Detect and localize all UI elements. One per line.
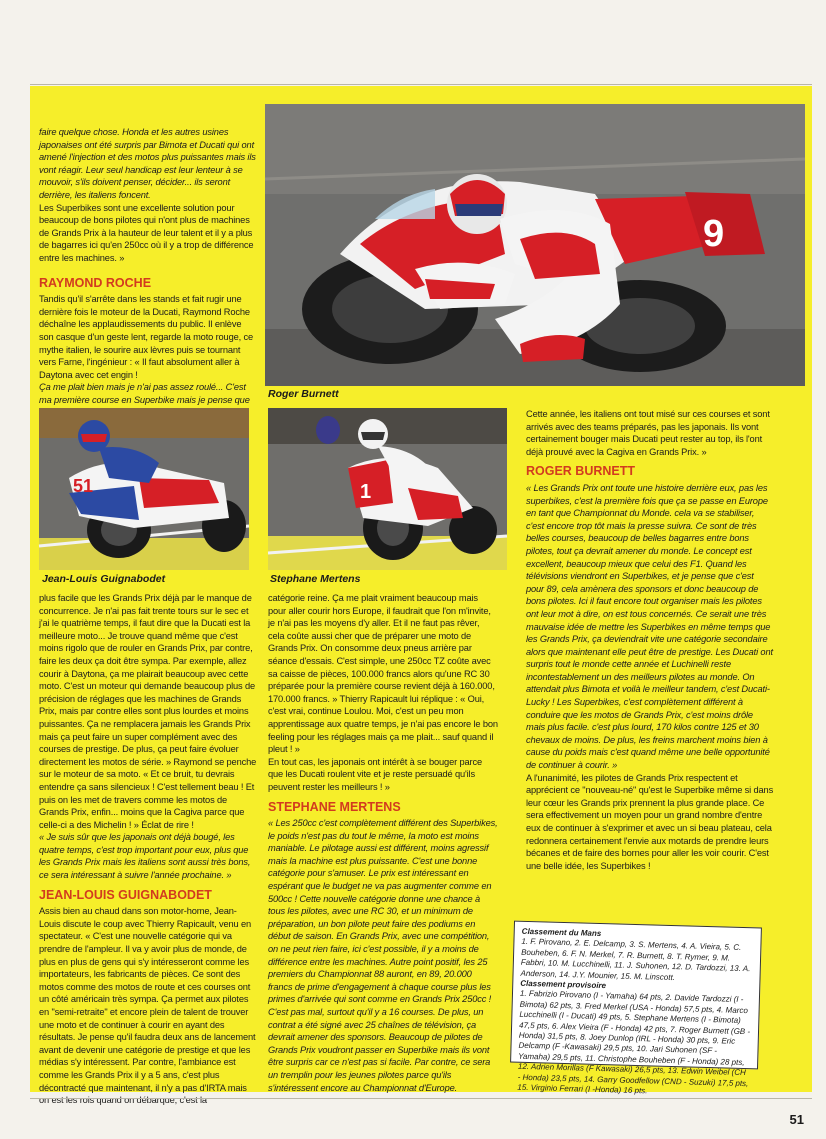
results-heading-race: Classement du Mans	[521, 926, 602, 939]
closing-paragraph: A l'unanimité, les pilotes de Grands Prix respectent et apprécient ce "nouveau-né" qu'est le Superbike même si dans leur cœur les Grands prix prennent la plus grande place. Ce sera effectivement un moyen pour un grand nombre d'entre eux de continuer à s'exprimer et avec un si beau plateau, cela redonnera certainement l'envie aux motards de prendre leurs bécanes et de faire des bornes pour aller les voir courir. C'est une belle idée, les Superbikes !	[526, 772, 774, 871]
intro-paragraph-2: Les Superbikes sont une excellente solution pour beaucoup de bons pilotes qui n'ont plus de machines de Grands Prix à la hauteur de leur talent et il y a plus de bagarres ici qu'en 250cc où il y a trop de différence entre les machines. »	[39, 202, 254, 263]
results-race-text: 1. F. Pirovano, 2. E. Delcamp, 3. S. Mertens, 4. A. Vieira, 5. C. Bouheben, 6. F. N. Merkel, 7. R. Burnett, 8. T. Rymer, 9. M. Fabbri, 10. M. Lucchinelli, 11. J. Suhonen, 12. D. Tardozzi, 13. A. Anderson, 14. J.Y. Mounier, 15. M. Linscott.	[520, 937, 751, 982]
photo-stephane-mertens	[268, 408, 507, 570]
jean-louis-paragraph: Assis bien au chaud dans son motor-home, Jean-Louis discute le coup avec Thierry Rapicault, venu en spectateur. « C'est une nouvelle catégorie qui va prendre de l'ampleur. Il va y avoir plus de monde, de plus en plus de gens qui s'y intéresseront comme les importateurs, les fabricants de pièces. Ce sont des motos comme des motos de route et ces courses ont un côté américain très sympa. Ça permet aux pilotes en "semi-retraite" et encore plein de talent de trouver une moto et de continuer à courir en ayant des résultats. Je pense qu'il faudra deux ans de lancement avant de devenir une catégorie de prestige et que les médias s'y intéressent. Par contre, l'ambiance est comme les Grands Prix il y a 5 ans, c'est plus décontracté que maintenant, il n'y a pas d'IRTA mais on est les rois quand on débarque, c'est la	[39, 906, 256, 1106]
heading-roger-burnett: ROGER BURNETT	[526, 464, 636, 479]
intro-paragraph: faire quelque chose. Honda et les autres usines japonaises ont été surpris par Bimota et Ducati qui ont amené l'injection et des motos plus puissantes mais ils vont réagir. Leur seul handicap est leur lenteur à se mouvoir, s'ils doivent penser, décider... ils seront derrière, les italiens foncent.	[39, 127, 256, 200]
page-number: 51	[789, 1112, 804, 1127]
photo-jean-louis-image	[39, 408, 249, 570]
column-1-bottom	[39, 592, 257, 1106]
column-3	[526, 408, 774, 918]
mertens-paragraph: « Les 250cc c'est complètement différent des Superbikes, le poids n'est pas du tout le même, la moto est moins maniable. Le pilotage aussi est différent, moins agressif mais la machine est plus puissante. C'est une bonne catégorie pour s'amuser. Le prix est intéressant en espérant que le budget ne va pas augmenter comme en 500cc ! Cette nouvelle catégorie donne une chance à tous les pilotes, avec une RC 30, et un minimum de préparation, un bon pilote peut faire des podiums en début de saison. En Grands Prix, avec une compétition, on ne peut rien faire, ici c'est possible, il y a moins de différence entre les machines. Autre point positif, les 25 premiers du Championnat 88 auront, en 89, 20.000 francs de prime d'engagement à chaque course plus les primes d'arrivée qui sont comme en Grands Prix 250cc ! C'est pas mal, surtout qu'il y a 16 courses. De plus, un contrat a été signé avec 25 chaînes de télévision, ça devrait amener des sponsors. Beaucoup de pilotes de Grands Prix voudront passer en Superbike mais ils vont être surpris car ce n'est pas si facile. Par contre, ce sera un tremplin pour les jeunes pilotes parce qu'ils s'intéressent encore au Championnat d'Europe.	[268, 818, 498, 1093]
top-rule	[30, 84, 812, 85]
roche-conclusion: « Je suis sûr que les japonais ont déjà bougé, les quatre temps, c'est trop important pour eux, plus que les Grands Prix mais les italiens sont aussi très bons, ce sera intéressant à suivre l'année prochaine. »	[39, 832, 251, 881]
photo-roger-burnett	[265, 104, 805, 386]
roche-continued: plus facile que les Grands Prix déjà par le manque de concurrence. Je n'ai pas fait trente tours sur le sec et j'ai le quatrième temps, il faut dire que la Ducati est la meilleure moto... Je trouve quand même que c'est moins rigolo que de rouler en Grands Prix, par contre, faire les deux ça doit être sympa. Par exemple, allez courir à Daytona, ça me plairait beaucoup avec cette moto. C'est un moteur qui demande beaucoup plus de précision de réglages que les machines de Grands Prix, mais par contre elles sont plus lourdes et moins puissantes. Ça ne remplacera jamais les Grands Prix mais ça peut faire un super complément avec des courses de prestige. De plus, ça peut faire évoluer directement les motos de série. » Raymond se penche sur le moteur de sa moto. « Et ce bruit, tu devrais entendre ça sans silencieux ! C'est tellement beau ! Et puis on les met de travers comme les motos de Grands Prix, enfin... moins que la Cagiva parce que celle-ci a des Michelin ! » Éclat de rire !	[39, 593, 257, 830]
photo-stephane-image	[268, 408, 507, 570]
bottom-rule	[30, 1098, 812, 1099]
column-2	[268, 592, 498, 1093]
column-1-top	[39, 126, 257, 405]
jean-louis-continued: catégorie reine. Ça me plait vraiment beaucoup mais pour aller courir hors Europe, il faudrait que l'on m'invite, je n'ai pas les moyens d'y aller. Et il ne faut pas rêver, cela coûte aussi cher que de préparer une moto de Grands Prix. On consomme deux pneus arrière par séance d'essais. C'est simple, une 250cc TZ coûte avec sa caisse de pièces, 100.000 francs alors qu'une RC 30 préparée pour la première course revient déjà à 160.000, 170.000 francs. » Thierry Rapicault lui réplique : « Oui, c'est vrai, continue Loulou. Moi, c'est un peu mon apprentissage aux quatre temps, je n'ai pas encore le bon feeling pour les réglages mais ça me plait... sauf quand il pleut ! »	[268, 593, 498, 755]
mertens-conclusion: Cette année, les italiens ont tout misé sur ces courses et sont arrivés avec des teams préparés, pas les japonais. Ils vont certainement bouger mais Ducati peut rester au top, ils l'ont déjà prouvé avec la Cagiva en Grands Prix. »	[526, 409, 770, 457]
roche-paragraph: Tandis qu'il s'arrête dans les stands et fait rugir une dernière fois le moteur de la Ducati, Raymond Roche déchaîne les applaudissements du public. Il enlève son casque d'un geste lent, regarde la moto rouge, ce mythe italien, le sourire aux lèvres puis se tournant vers Farne, l'ingénieur : « Il faut absolument aller à Daytona avec cet engin !	[39, 294, 253, 380]
caption-stephane-mertens: Stephane Mertens	[270, 573, 361, 585]
bike-number-stephane: 1	[360, 481, 372, 503]
jean-louis-conclusion: En tout cas, les japonais ont intérêt à se bouger parce que les Ducati roulent vite et je reste persuadé qu'ils peuvent rester les meilleurs ! »	[268, 756, 482, 792]
caption-jean-louis: Jean-Louis Guignabodet	[42, 573, 166, 585]
bike-number-jeanlouis: 51	[73, 476, 94, 496]
results-standings-text: 1. Fabrizio Pirovano (I - Yamaha) 64 pts, 2. Davide Tardozzi (I -Bimota) 62 pts, 3. Fred Merkel (USA - Honda) 57,5 pts, 4. Marco Lucchinelli (I - Ducati) 49 pts, 5. Stephane Mertens (I - Bimota) 47,5 pts, 6. Alex Vieira (F - Honda) 42 pts, 7. Roger Burnett (GB - Honda) 31,5 pts, 8. Joey Dunlop (IRL - Honda) 30 pts, 9. Eric Delcamp (F -Kawasaki) 29,5 pts, 10. Jari Suhonen (SF - Yamaha) 29,5 pts, 11. Christophe Bouheben (F - Honda) 28 pts, 12. Adrien Morillas (F Kawasaki) 26,5 pts, 13. Edwin Weibel (CH - Honda) 23,5 pts, 14. Garry Goodfellow (CND - Suzuki) 17,5 pts, 15. Virginio Ferrari (I -Honda) 16 pts.	[517, 989, 751, 1096]
results-box	[510, 921, 762, 1096]
roche-quote: Ça me plait bien mais je n'ai pas assez roulé... C'est ma première course en Superbike mais je pense que	[39, 382, 250, 405]
heading-raymond-roche: RAYMOND ROCHE	[39, 275, 152, 290]
caption-roger-burnett: Roger Burnett	[268, 388, 339, 400]
photo-roger-burnett-image	[265, 104, 805, 386]
heading-stephane-mertens: STEPHANE MERTENS	[268, 799, 401, 814]
photo-jean-louis	[39, 408, 249, 570]
bike-number-roger: 9	[703, 213, 725, 255]
heading-jean-louis: JEAN-LOUIS GUIGNABODET	[39, 887, 212, 902]
results-heading-standings: Classement provisoire	[520, 978, 607, 991]
burnett-paragraph: « Les Grands Prix ont toute une histoire derrière eux, pas les superbikes, c'est la première fois que ça se passe en Europe en tant que Championnat du Monde. cela va se stabiliser, c'est encore trop tôt mais la presse suivra. Ce sont de très belles courses, beaucoup de belles bagarres entre bons pilotes, tout ça devrait amener du monde. Le concept est excellent, beaucoup mieux que celui des F1. Quand les télévisions viendront en Superbikes, et je pense que c'est pour 89, cela amènera des sponsors et donc beaucoup de bons pilotes. Ici il faut encore tout organiser mais les pilotes ont leur mot à dire, on est tous concernés. Ce serait une très mauvaise idée de mettre les Superbikes en même temps que les Grands Prix, ça deviendrait vite une catégorie secondaire alors que maintenant elle peut être de prestige. Les Ducati ont surpris tout le monde cette année et Luchinelli reste incontestablement un des meilleurs pilotes au monde. On attendait plus Bimota et voilà le meilleur tandem, c'est Ducati-Lucky ! Les Superbikes, c'est complètement différent à conduire que les motos de Grands Prix, c'est moins drôle mais plus facile. c'est plus lourd, 170 kilos contre 125 et 30 chevaux de moins. De plus, les freins marchent moins bien à cause du poids mais c'est quand même une belle opportunité de continuer à courir. »	[526, 482, 773, 771]
